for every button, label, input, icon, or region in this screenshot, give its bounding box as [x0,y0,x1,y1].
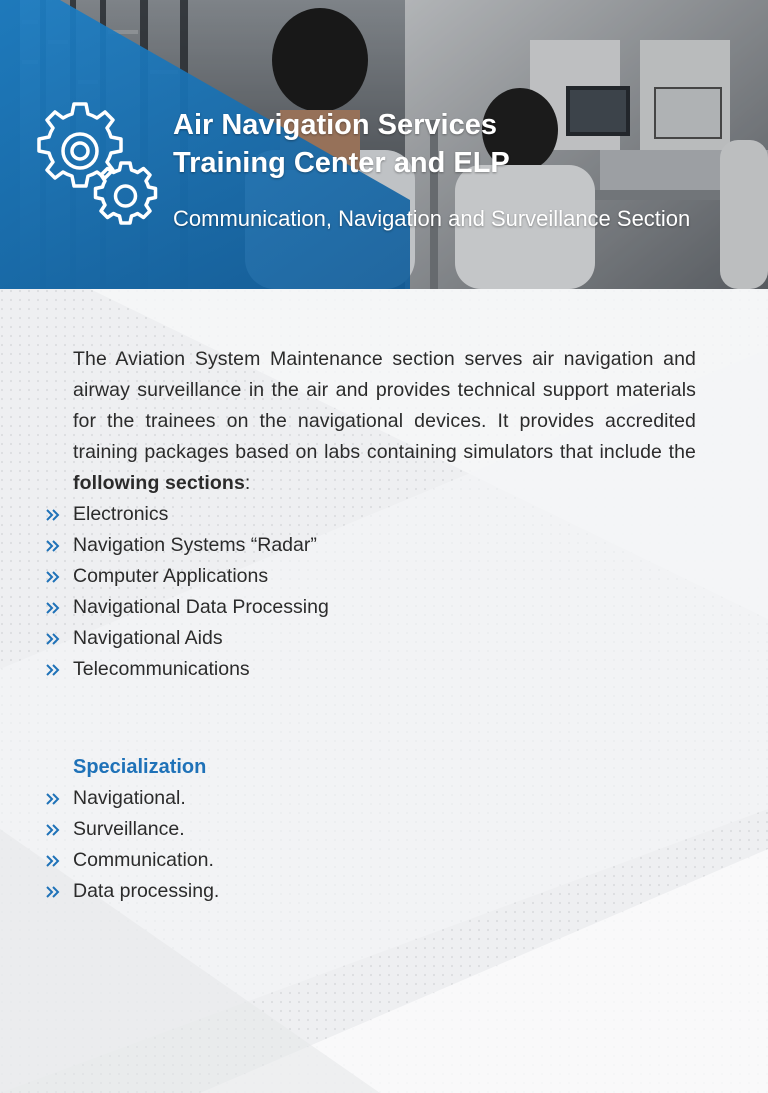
list-item-label: Navigational Data Processing [73,596,329,618]
list-item [73,783,696,814]
list-item [73,592,696,623]
list-item [73,876,696,907]
list-item [73,530,696,561]
main-content [73,344,696,907]
double-chevron-right-icon [46,824,60,836]
intro-bold-text: following sections [73,472,245,494]
header-text [173,106,733,234]
list-item-label: Navigational Aids [73,627,223,649]
page-subtitle: Communication, Navigation and Surveillance Section [173,206,691,231]
double-chevron-right-icon [46,509,60,521]
list-item-label: Navigation Systems “Radar” [73,534,317,556]
specialization-list [73,783,696,907]
double-chevron-right-icon [46,664,60,676]
double-chevron-right-icon [46,886,60,898]
list-item [73,499,696,530]
sections-list [73,499,696,685]
intro-paragraph [73,344,696,499]
list-item-label: Navigational. [73,787,186,809]
list-item-label: Communication. [73,849,214,871]
list-item [73,623,696,654]
specialization-heading: Specialization [73,756,207,778]
double-chevron-right-icon [46,633,60,645]
intro-text-end: : [244,472,251,494]
page-title-line-2: Training Center and ELP [173,147,510,179]
intro-text: The Aviation System Maintenance section serves air navigation and airway surveillance in the air and provides technical support materials for the trainees on the navigational devices. It provides accredited training packages based on labs containing simulators that include the [73,348,696,463]
header-banner [0,0,768,289]
page-title [173,106,733,182]
list-item-label: Computer Applications [73,565,269,587]
double-chevron-right-icon [46,540,60,552]
gears-icon [30,100,162,230]
double-chevron-right-icon [46,793,60,805]
page-title-line-1: Air Navigation Services [173,109,497,141]
list-item [73,845,696,876]
double-chevron-right-icon [46,602,60,614]
list-item-label: Surveillance. [73,818,185,840]
list-item-label: Telecommunications [73,658,250,680]
list-item [73,654,696,685]
list-item [73,814,696,845]
list-item-label: Data processing. [73,880,220,902]
double-chevron-right-icon [46,571,60,583]
list-item [73,561,696,592]
double-chevron-right-icon [46,855,60,867]
list-item-label: Electronics [73,503,169,525]
